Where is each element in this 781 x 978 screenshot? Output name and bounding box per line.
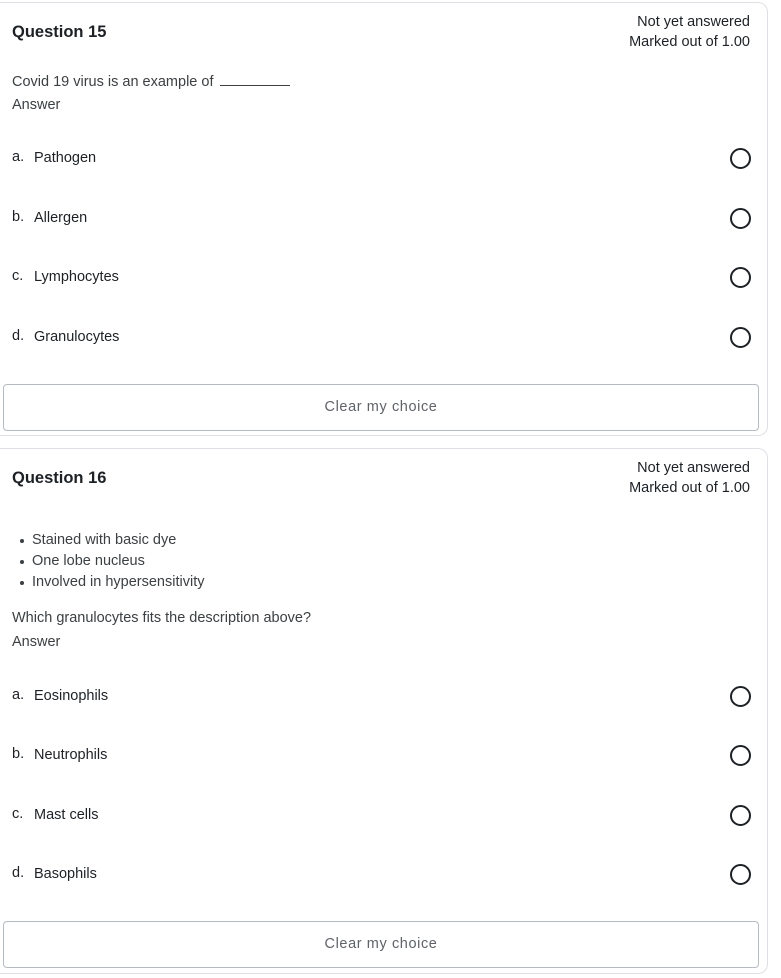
option-label[interactable]: Pathogen: [34, 150, 97, 166]
option-d[interactable]: [0, 865, 768, 905]
option-label[interactable]: Granulocytes: [34, 329, 120, 345]
answer-label: Answer: [12, 97, 61, 113]
option-label[interactable]: Neutrophils: [34, 747, 108, 763]
question-status: [629, 458, 750, 498]
option-label[interactable]: Eosinophils: [34, 688, 109, 704]
option-a[interactable]: [0, 687, 768, 727]
marks-info: Marked out of 1.00: [629, 480, 750, 496]
radio-button[interactable]: [730, 267, 751, 288]
clear-choice-button[interactable]: Clear my choice: [3, 384, 759, 431]
question-title: Question 16: [12, 469, 107, 487]
description-list: [18, 530, 204, 593]
radio-button[interactable]: [730, 745, 751, 766]
option-letter: b.: [12, 746, 25, 762]
option-b[interactable]: [0, 746, 768, 786]
answer-status: Not yet answered: [637, 14, 750, 30]
option-label[interactable]: Basophils: [34, 866, 97, 882]
clear-choice-button[interactable]: Clear my choice: [3, 921, 759, 968]
question-title: Question 15: [12, 23, 107, 41]
question-card-15: [0, 2, 768, 436]
option-d[interactable]: [0, 328, 768, 368]
option-b[interactable]: [0, 209, 768, 249]
question-text: Covid 19 virus is an example of: [12, 74, 290, 90]
radio-button[interactable]: [730, 208, 751, 229]
radio-button[interactable]: [730, 686, 751, 707]
option-c[interactable]: [0, 806, 768, 846]
radio-button[interactable]: [730, 327, 751, 348]
option-letter: d.: [12, 865, 25, 881]
list-item: One lobe nucleus: [18, 551, 204, 572]
answer-status: Not yet answered: [637, 460, 750, 476]
option-c[interactable]: [0, 268, 768, 308]
question-card-16: [0, 448, 768, 974]
option-label[interactable]: Lymphocytes: [34, 269, 119, 285]
option-letter: d.: [12, 328, 25, 344]
marks-info: Marked out of 1.00: [629, 34, 750, 50]
question-text: Which granulocytes fits the description above?: [12, 610, 312, 626]
radio-button[interactable]: [730, 148, 751, 169]
question-status: [629, 12, 750, 52]
option-letter: a.: [12, 687, 25, 703]
option-label[interactable]: Mast cells: [34, 807, 99, 823]
radio-button[interactable]: [730, 805, 751, 826]
option-letter: c.: [12, 806, 24, 822]
option-a[interactable]: [0, 149, 768, 189]
list-item: Involved in hypersensitivity: [18, 572, 204, 593]
option-letter: a.: [12, 149, 25, 165]
answer-label: Answer: [12, 634, 61, 650]
option-label[interactable]: Allergen: [34, 210, 88, 226]
list-item: Stained with basic dye: [18, 530, 204, 551]
option-letter: b.: [12, 209, 25, 225]
answer-blank: [220, 74, 290, 86]
option-letter: c.: [12, 268, 24, 284]
radio-button[interactable]: [730, 864, 751, 885]
